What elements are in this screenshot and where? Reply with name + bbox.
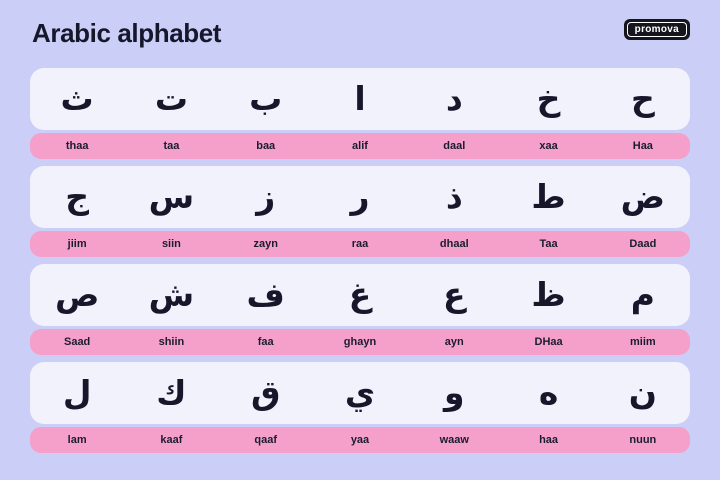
letter-name: faa	[257, 336, 274, 348]
letter-name: nuun	[629, 434, 657, 446]
letters-card	[30, 166, 690, 228]
promova-logo	[624, 19, 690, 40]
arabic-letter-DHaa: ظ	[531, 275, 566, 314]
letter-name: lam	[67, 434, 87, 446]
letter-name: Saad	[63, 336, 91, 348]
header	[0, 0, 720, 66]
letter-name: shiin	[158, 336, 185, 348]
arabic-letter-Haa: ح	[630, 79, 655, 118]
arabic-letter-qaaf: ق	[250, 373, 281, 412]
arabic-letter-nuun: ن	[628, 373, 657, 412]
arabic-letter-alif: ا	[354, 79, 366, 118]
arabic-letter-Taa: ط	[531, 177, 566, 216]
arabic-letter-yaa: ي	[344, 373, 376, 412]
arabic-letter-daal: د	[445, 79, 463, 118]
letter-name: dhaal	[439, 238, 469, 250]
arabic-letter-baa: ب	[249, 79, 283, 118]
letter-name: yaa	[350, 434, 370, 446]
letter-name: jiim	[67, 238, 87, 250]
letter-name: daal	[443, 140, 466, 152]
letter-name: ghayn	[343, 336, 377, 348]
arabic-letter-Saad: ص	[54, 275, 100, 314]
letter-name: kaaf	[160, 434, 183, 446]
arabic-letter-kaaf: ك	[156, 373, 187, 412]
letter-name: Daad	[629, 238, 657, 250]
promova-logo-text: promova	[627, 22, 687, 37]
alphabet-rows	[0, 66, 720, 453]
letter-name: xaa	[539, 140, 558, 152]
letter-name: DHaa	[534, 336, 563, 348]
letter-name: siin	[161, 238, 181, 250]
labels-strip	[30, 329, 690, 355]
arabic-letter-dhaal: ذ	[445, 177, 463, 216]
arabic-letter-waaw: و	[444, 373, 465, 412]
alphabet-row-2	[30, 166, 690, 257]
letter-name: haa	[539, 434, 559, 446]
alphabet-row-3	[30, 264, 690, 355]
labels-strip	[30, 133, 690, 159]
letter-name: miim	[630, 336, 656, 348]
arabic-letter-faa: ف	[246, 275, 285, 314]
arabic-letter-thaa: ث	[60, 79, 94, 118]
letter-name: thaa	[65, 140, 89, 152]
letter-name: zayn	[253, 238, 278, 250]
letter-name: Taa	[539, 238, 558, 250]
arabic-letter-lam: ل	[62, 373, 92, 412]
arabic-letter-ayn: ع	[443, 275, 466, 314]
arabic-letter-haa: ه	[538, 373, 559, 412]
arabic-letter-jiim: ج	[65, 177, 90, 216]
letter-name: raa	[351, 238, 369, 250]
arabic-letter-xaa: خ	[536, 79, 561, 118]
arabic-letter-Daad: ض	[620, 177, 666, 216]
letters-card	[30, 264, 690, 326]
letter-name: baa	[256, 140, 276, 152]
letter-name: alif	[352, 140, 368, 152]
arabic-letter-zayn: ز	[256, 177, 276, 216]
letter-name: qaaf	[254, 434, 278, 446]
arabic-letter-shiin: ش	[148, 275, 195, 314]
labels-strip	[30, 231, 690, 257]
letters-card	[30, 362, 690, 424]
letter-name: ayn	[444, 336, 464, 348]
arabic-letter-raa: ر	[350, 177, 370, 216]
letter-name: waaw	[439, 434, 469, 446]
alphabet-row-1	[30, 68, 690, 159]
letter-name: Haa	[632, 140, 653, 152]
arabic-letter-taa: ت	[154, 79, 188, 118]
letter-name: taa	[163, 140, 180, 152]
page-title: Arabic alphabet	[32, 17, 222, 48]
arabic-letter-miim: م	[630, 275, 655, 314]
arabic-letter-ghayn: غ	[348, 275, 372, 314]
arabic-letter-siin: س	[148, 177, 195, 216]
alphabet-row-4	[30, 362, 690, 453]
labels-strip	[30, 427, 690, 453]
letters-card	[30, 68, 690, 130]
